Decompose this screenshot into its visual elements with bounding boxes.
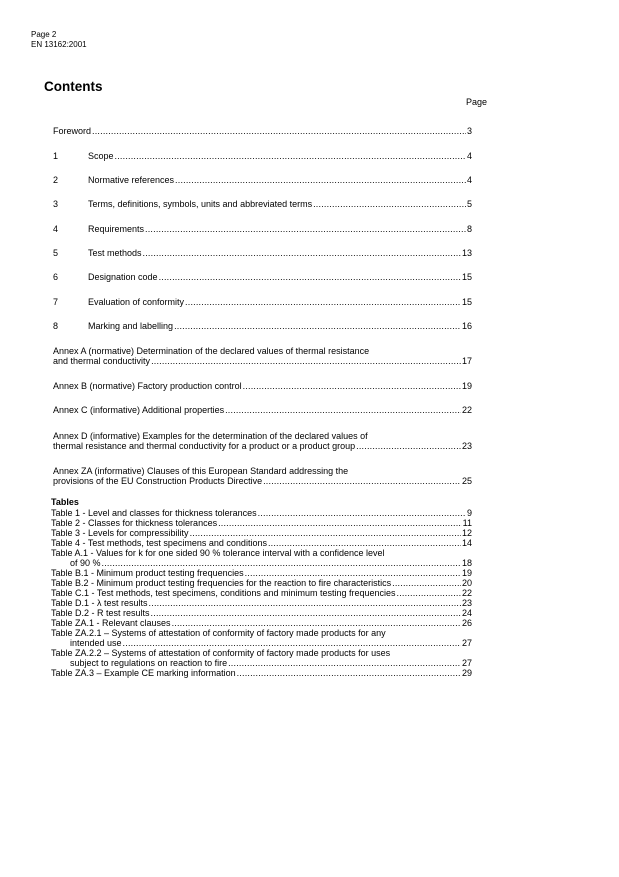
toc-entry[interactable] [53,126,472,136]
tables-list [51,508,472,678]
table-entry-last-line [51,638,472,648]
table-label: Table C.1 - Test methods, test specimens, conditions and minimum testing frequencies [51,588,396,598]
table-entry[interactable] [51,598,472,608]
table-entry-last-line [51,578,472,588]
table-label: Table 3 - Levels for compressibility [51,528,189,538]
toc-entry[interactable] [53,297,472,307]
table-page: 14 [461,538,472,548]
table-page: 22 [461,588,472,598]
dot-leader [151,608,461,618]
table-page: 20 [461,578,472,588]
dot-leader [243,381,461,391]
annex-label: provisions of the EU Construction Products Directive [53,476,263,486]
toc-entry[interactable] [53,199,472,209]
dot-leader [145,224,466,234]
table-entry-last-line [51,598,472,608]
table-page: 26 [461,618,472,628]
toc-label: Test methods [88,248,142,258]
table-entry-last-line [51,518,472,528]
table-entry-line: Table ZA.2.2 – Systems of attestation of conformity of factory made products for uses [51,648,391,658]
annex-entry[interactable] [53,405,472,415]
annex-title-line: Annex D (informative) Examples for the determination of the declared values of [53,431,368,441]
toc-number: 2 [53,175,59,185]
table-entry[interactable] [51,568,472,578]
table-page: 19 [461,568,472,578]
dot-leader [185,297,461,307]
table-page: 9 [466,508,472,518]
toc-page: 4 [466,151,472,161]
table-entry[interactable] [51,538,472,548]
table-entry[interactable] [51,628,472,648]
table-page: 29 [461,668,472,678]
annex-entry[interactable] [53,346,472,366]
table-label: Table D.1 - λ test results [51,598,148,608]
annex-label: thermal resistance and thermal conductivity for a product or a product group [53,441,356,451]
dot-leader [174,321,461,331]
toc-entry[interactable] [53,151,472,161]
toc-number: 7 [53,297,59,307]
toc-entry[interactable] [53,224,472,234]
dot-leader [115,151,466,161]
table-entry-last-line [51,668,472,678]
table-entry-last-line [51,568,472,578]
annex-page: 19 [461,381,472,391]
table-entry-last-line [51,658,472,668]
dot-leader [258,508,466,518]
table-entry[interactable] [51,548,472,568]
toc-label: Evaluation of conformity [88,297,185,307]
toc-entry[interactable] [53,248,472,258]
toc-number: 5 [53,248,59,258]
annex-label: Annex C (informative) Additional properties [53,405,225,415]
dot-leader [268,538,461,548]
toc-page: 4 [466,175,472,185]
annex-last-line [53,381,472,391]
toc-entry[interactable] [53,272,472,282]
annex-last-line [53,441,472,451]
table-entry[interactable] [51,528,472,538]
annex-last-line [53,356,472,366]
toc-page: 16 [461,321,472,331]
dot-leader [245,568,461,578]
table-entry[interactable] [51,508,472,518]
annex-page: 23 [461,441,472,451]
dot-leader [397,588,461,598]
tables-heading: Tables [51,497,79,507]
toc-label: Requirements [88,224,145,234]
table-entry[interactable] [51,618,472,628]
table-entry-last-line [51,558,472,568]
dot-leader [149,598,461,608]
page-number-header: Page 2 [31,30,57,39]
table-label: Table 1 - Level and classes for thickness tolerances [51,508,257,518]
contents-title: Contents [44,79,103,94]
table-label: Table 2 - Classes for thickness tolerances [51,518,218,528]
annex-label: Annex B (normative) Factory production control [53,381,242,391]
annex-page: 22 [461,405,472,415]
table-entry[interactable] [51,608,472,618]
toc-page: 8 [466,224,472,234]
toc-page: 15 [461,297,472,307]
toc-number: 3 [53,199,59,209]
table-entry[interactable] [51,578,472,588]
annex-page: 25 [461,476,472,486]
dot-leader [92,126,466,136]
dot-leader [102,558,461,568]
toc-label: Marking and labelling [88,321,174,331]
toc-number: 4 [53,224,59,234]
dot-leader [175,175,466,185]
toc-number: 8 [53,321,59,331]
annex-page: 17 [461,356,472,366]
toc-entry[interactable] [53,321,472,331]
dot-leader [151,356,461,366]
table-page: 27 [461,658,472,668]
toc-page: 13 [461,248,472,258]
toc-label: Scope [88,151,114,161]
table-entry-last-line [51,508,472,518]
annex-label: and thermal conductivity [53,356,151,366]
dot-leader [225,405,461,415]
dot-leader [228,658,461,668]
toc-page: 15 [461,272,472,282]
table-entry-last-line [51,608,472,618]
table-entry[interactable] [51,668,472,678]
running-header [31,30,87,50]
dot-leader [218,518,462,528]
table-page: 12 [461,528,472,538]
table-label: Table ZA.1 - Relevant clauses [51,618,171,628]
table-entry-line: Table ZA.2.1 – Systems of attestation of conformity of factory made products for any [51,628,386,638]
table-entry[interactable] [51,518,472,528]
table-page: 18 [461,558,472,568]
table-page: 27 [461,638,472,648]
table-label: Table ZA.3 – Example CE marking information [51,668,236,678]
annex-title-line: Annex A (normative) Determination of the declared values of thermal resistance [53,346,370,356]
toc-label: Normative references [88,175,175,185]
toc-label: Terms, definitions, symbols, units and abbreviated terms [88,199,313,209]
table-label: of 90 % [70,558,101,568]
table-entry-last-line [51,618,472,628]
dot-leader [159,272,461,282]
table-page: 11 [462,518,472,528]
toc-label: Foreword [53,126,92,136]
table-label: Table 4 - Test methods, test specimens and conditions [51,538,267,548]
toc-number: 6 [53,272,59,282]
annex-entry[interactable] [53,431,472,451]
table-entry[interactable] [51,648,472,668]
dot-leader [392,578,461,588]
toc-entry[interactable] [53,175,472,185]
table-page: 23 [461,598,472,608]
table-label: Table B.2 - Minimum product testing frequencies for the reaction to fire characteristics [51,578,392,588]
dot-leader [123,638,461,648]
dot-leader [237,668,461,678]
dot-leader [313,199,466,209]
annex-last-line [53,476,472,486]
table-entry[interactable] [51,588,472,598]
dot-leader [190,528,461,538]
table-page: 24 [461,608,472,618]
page-column-label: Page [466,97,488,107]
dot-leader [172,618,461,628]
toc-page: 5 [466,199,472,209]
annex-last-line [53,405,472,415]
table-entry-last-line [51,538,472,548]
table-label: Table B.1 - Minimum product testing frequencies [51,568,244,578]
dot-leader [356,441,461,451]
dot-leader [263,476,461,486]
table-label: subject to regulations on reaction to fire [70,658,228,668]
table-entry-line: Table A.1 - Values for k for one sided 90 % tolerance interval with a confidence level [51,548,385,558]
annex-entry[interactable] [53,381,472,391]
table-entry-last-line [51,528,472,538]
annex-title-line: Annex ZA (informative) Clauses of this European Standard addressing the [53,466,349,476]
table-label: Table D.2 - R test results [51,608,150,618]
toc-number: 1 [53,151,59,161]
standard-code: EN 13162:2001 [31,40,87,49]
table-label: intended use [70,638,122,648]
toc-label: Designation code [88,272,158,282]
toc-page: 3 [466,126,472,136]
table-entry-last-line [51,588,472,598]
annex-entry[interactable] [53,466,472,486]
dot-leader [143,248,461,258]
